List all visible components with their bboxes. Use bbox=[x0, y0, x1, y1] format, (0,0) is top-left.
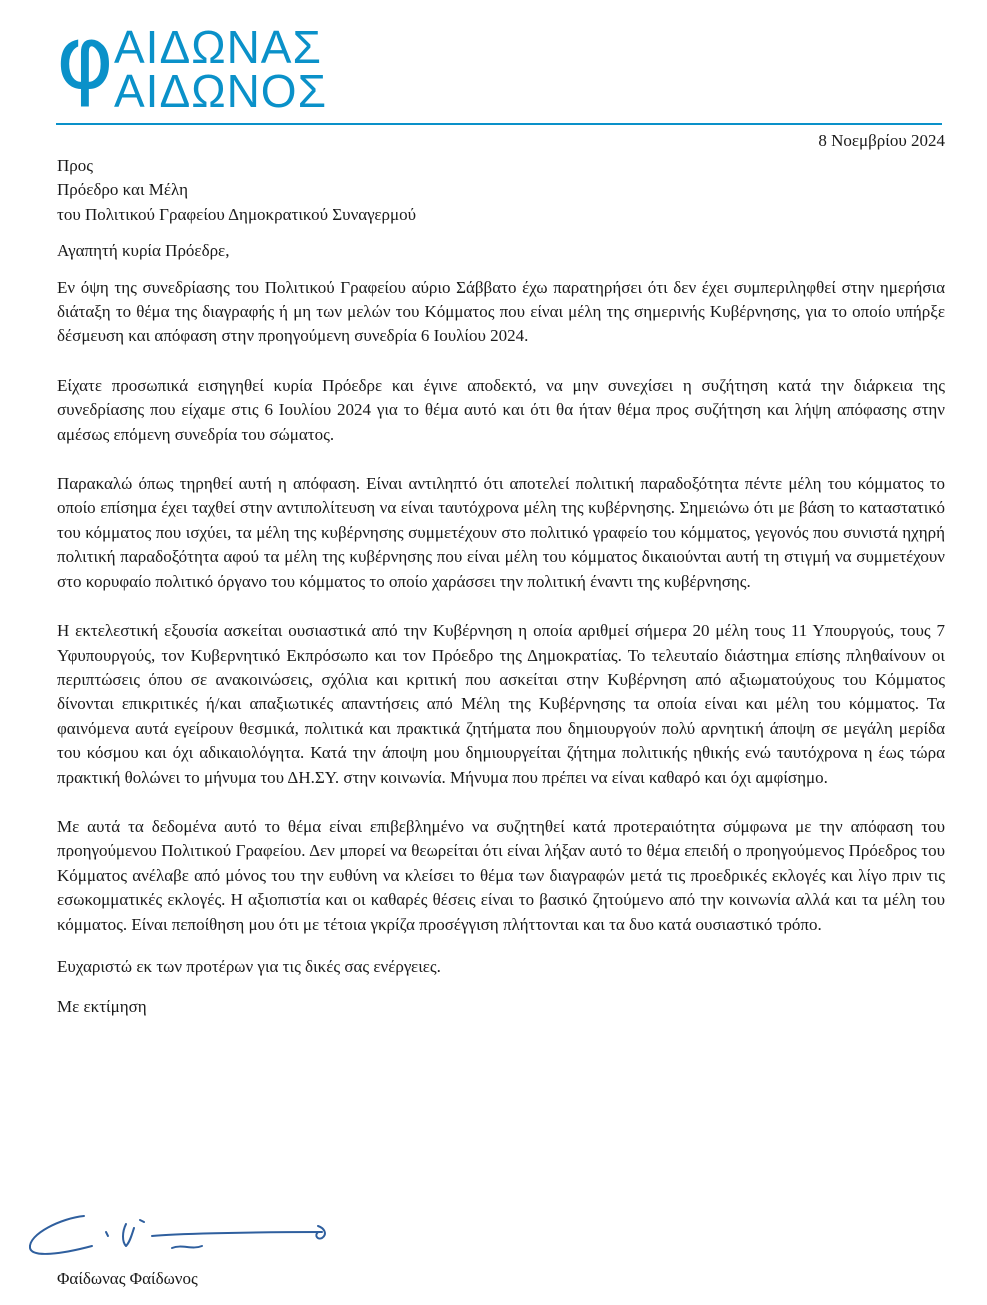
paragraph-3: Παρακαλώ όπως τηρηθεί αυτή η απόφαση. Είναι αντιληπτό ότι αποτελεί πολιτική παραδοξότητα πέντε μέλη του κόμματος το οποίο επίσημα έχει ταχθεί στην αντιπολίτευση να είναι ταυτόχρονα μέλη της κυβέρνησης. Σημειώνω ότι με βάση το καταστατικό του κόμματος που ισχύει, τα μέλη της κυβέρνησης συμμετέχουν στο πολιτικό γραφείο του κόμματος, γεγονός που συνιστά ηχηρή πολιτική παραδοξότητα αφού τα μέλη της κυβέρνησης που είναι μέλη του κόμματος δικαιούνται αυτή τη στιγμή να συμμετέχουν στο κορυφαίο πολιτικό όργανο του κόμματος το οποίο χαράσσει την πολιτική έναντι της κυβέρνησης. bbox=[57, 474, 945, 591]
salutation: Αγαπητή κυρία Πρόεδρε, bbox=[57, 241, 230, 261]
letter-body bbox=[57, 154, 945, 1020]
paragraph-5: Με αυτά τα δεδομένα αυτό το θέμα είναι επιβεβλημένο να συζητηθεί κατά προτεραιότητα σύμφωνα με την απόφαση του προηγούμενου Πολιτικού Γραφείου. Δεν μπορεί να θεωρείται ότι είναι λήξαν αυτό το θέμα επειδή ο προηγούμενος Πρόεδρος του Κόμματος ανέλαβε από μόνος του την ευθύνη να κλείσει το θέμα των διαγραφών μετά τις προεδρικές εκλογές και λίγο πριν τις εσωκομματικές εκλογές. Η αξιοπιστία και οι καθαρές θέσεις είναι το βασικό ζητούμενο από την κοινωνία αλλά και τα μέλη του κόμματος. Είναι πεποίθηση μου ότι με τέτοια γκρίζα προσέγγιση πλήττονται και τα δυο κατά ουσιαστικό τρόπο. bbox=[57, 816, 945, 934]
logo-phi-symbol: φ bbox=[56, 6, 115, 109]
signer-name: Φαίδωνας Φαίδωνος bbox=[57, 1269, 198, 1288]
recipient-to: Προς bbox=[57, 156, 93, 175]
logo-line-1: ΑΙΔΩΝΑΣ bbox=[114, 21, 322, 73]
letter-date: 8 Νοεμβρίου 2024 bbox=[818, 131, 945, 150]
party-logo bbox=[56, 6, 356, 117]
header-divider bbox=[56, 123, 942, 125]
paragraph-1: Εν όψη της συνεδρίασης του Πολιτικού Γραφείου αύριο Σάββατο έχω παρατηρήσει ότι δεν έχει συμπεριληφθεί στην ημερήσια διάταξη το θέμα της διαγραφής ή μη των μελών του Κόμματος που είναι μέλη της σημερινής Κυβέρνησης, για το οποίο υπήρξε δέσμευση και απόφαση στην προηγούμενη συνεδρία 6 Ιουλίου 2024. bbox=[57, 277, 945, 346]
recipient-line-2: του Πολιτικού Γραφείου Δημοκρατικού Συναγερμού bbox=[57, 204, 417, 224]
thanks-line: Ευχαριστώ εκ των προτέρων για τις δικές σας ενέργειες. bbox=[57, 956, 441, 976]
paragraph-4: Η εκτελεστική εξουσία ασκείται ουσιαστικά από την Κυβέρνηση η οποία αριθμεί σήμερα 20 μέλη τους 11 Υπουργούς, τους 7 Υφυπουργούς, τον Κυβερνητικό Εκπρόσωπο και τον Πρόεδρο της Δημοκρατίας. Το τελευταίο διάστημα επίσης πληθαίνουν οι περιπτώσεις όπου σε ανακοινώσεις, σχόλια και κριτική που ασκείται στην Κυβέρνηση από αξιωματούχους του Κόμματος δίνονται επικριτικές ή/και απαξιωτικές απαντήσεις από Μέλη της Κυβέρνησης τα οποία είναι και μέλη του κόμματος. Τα φαινόμενα αυτά εγείρουν θεσμικά, πολιτικά και πρακτικά ζητήματα που δημιουργούν πολύ αρνητική άποψη σε μεγάλη μερίδα του κόσμου και όχι αδικαιολόγητα. Κατά την άποψη μου δημιουργείται ζήτημα πολιτικής ηθικής ενώ ταυτόχρονα η έως τώρα πρακτική θολώνει το μήνυμα του ΔΗ.ΣΥ. στην κοινωνία. Μήνυμα που πρέπει να είναι καθαρό και όχι αμφίσημο. bbox=[57, 621, 945, 787]
recipient-line-1: Πρόεδρο και Μέλη bbox=[57, 180, 189, 200]
handwritten-signature bbox=[22, 1206, 352, 1266]
logo-line-2: ΑΙΔΩΝΟΣ bbox=[114, 65, 328, 117]
paragraph-2: Είχατε προσωπικά εισηγηθεί κυρία Πρόεδρε και έγινε αποδεκτό, να μην συνεχίσει η συζήτηση κατά την διάρκεια της συνεδρίασης που είχαμε στις 6 Ιουλίου 2024 για το θέμα αυτό και ότι θα ήταν θέμα προς συζήτηση και λήψη απόφασης στην αμέσως επόμενη συνεδρία του σώματος. bbox=[57, 375, 945, 444]
closing-line: Με εκτίμηση bbox=[57, 997, 147, 1017]
